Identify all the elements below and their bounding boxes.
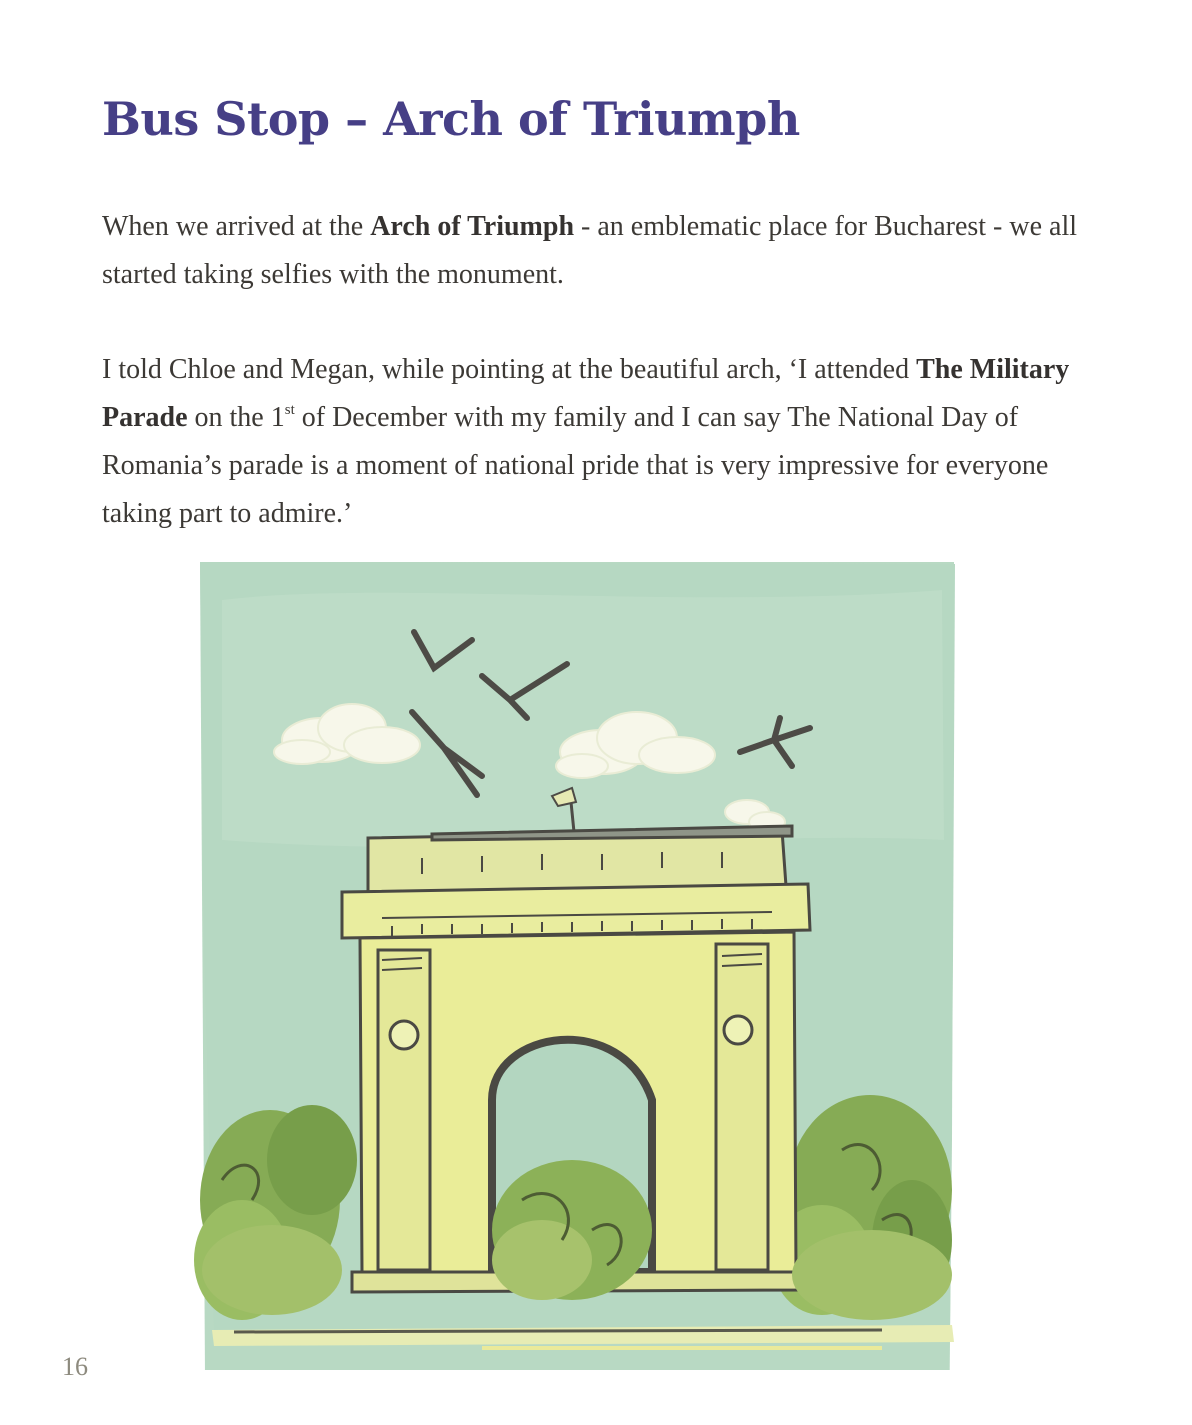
page-number: 16 — [62, 1352, 88, 1381]
paragraph-arrival — [102, 203, 1092, 299]
arch-cornice — [342, 884, 810, 938]
ground-line — [234, 1330, 882, 1332]
bush-left-front — [202, 1225, 342, 1315]
bush-center — [492, 1160, 652, 1300]
paragraph-arrival-rest: - an emblematic place for Bucharest - we all started taking selfies with the monument. — [102, 211, 1078, 290]
paragraph-parade — [102, 346, 1092, 538]
ordinal-superscript: st — [284, 402, 295, 418]
paragraph-parade-rest: of December with my family and I can say The National Day of Romania’s parade is a moment of national pride that is very impressive for everyone taking part to admire.’ — [102, 402, 1049, 529]
military-parade-bold: The Military Parade — [102, 354, 1070, 433]
paragraph-arrival-intro: When we arrived at the — [102, 211, 371, 242]
paragraph-parade-intro: I told Chloe and Megan, while pointing at the beautiful arch, ‘I attended — [102, 354, 917, 385]
arch-painting — [182, 540, 962, 1370]
arch-column-right — [716, 944, 768, 1270]
arch-medallion-right — [724, 1016, 752, 1044]
arch-of-triumph-bold: Arch of Triumph — [370, 211, 575, 242]
bush-right-front — [792, 1230, 952, 1320]
arch-of-triumph-illustration — [182, 540, 962, 1370]
arch-medallion-left — [390, 1021, 418, 1049]
page-title: Bus Stop – Arch of Triumph — [102, 92, 800, 146]
paragraph-parade-date: on the 1 — [187, 402, 285, 433]
arch-column-left — [378, 950, 430, 1270]
